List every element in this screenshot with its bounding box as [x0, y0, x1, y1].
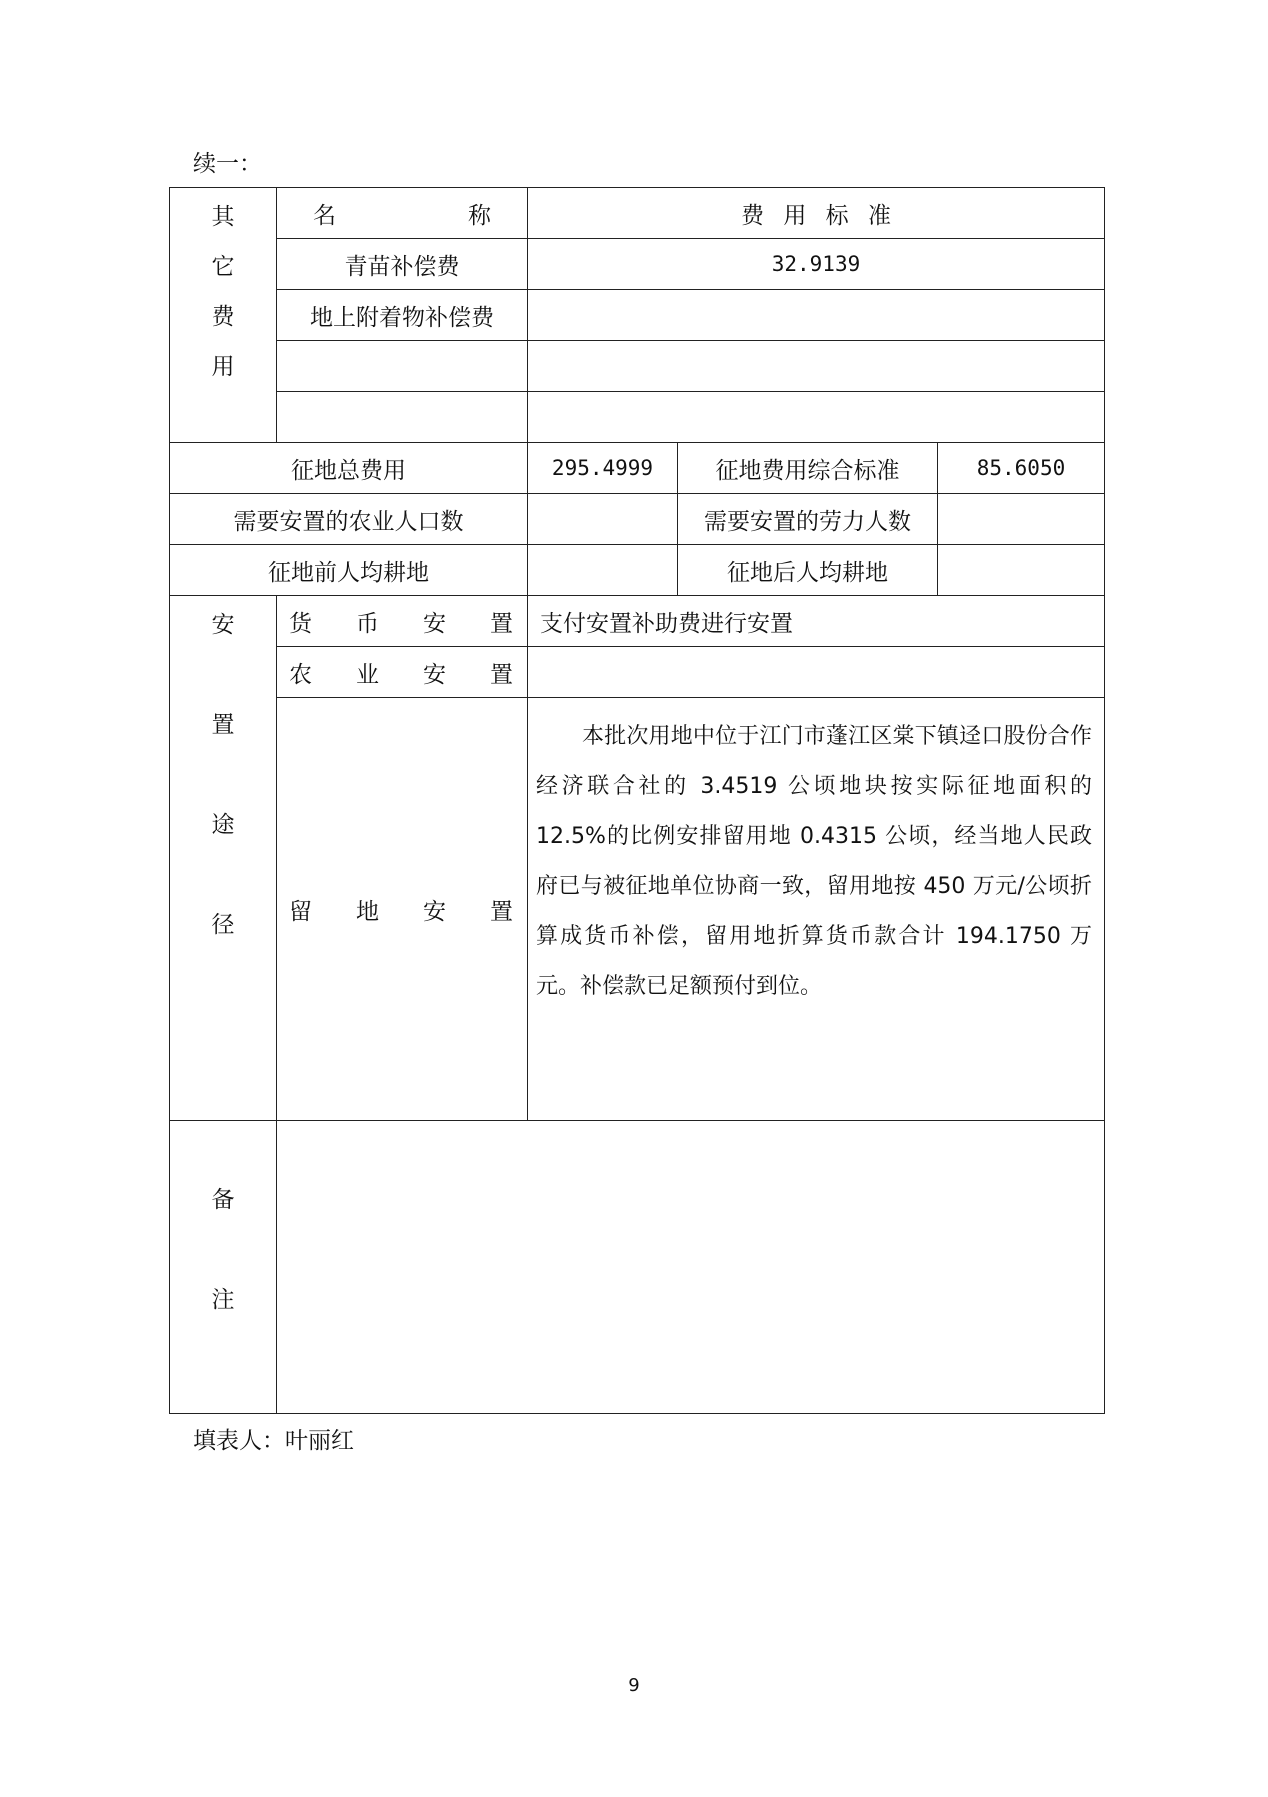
label-char: 安	[423, 610, 446, 637]
form-filler: 填表人：叶丽红	[193, 1428, 354, 1454]
label-char: 安	[423, 661, 446, 688]
ag-population-value	[528, 494, 677, 544]
farmland-after-value	[938, 545, 1104, 595]
ag-population-label: 需要安置的农业人口数	[233, 508, 464, 535]
reserved-land-resettlement-label	[277, 698, 527, 1120]
label-char: 径	[211, 912, 235, 938]
header-name-char: 名	[313, 202, 336, 229]
fee-row-name	[277, 392, 527, 442]
farmland-before-label: 征地前人均耕地	[268, 559, 429, 586]
header-name	[277, 188, 527, 238]
label-char: 安	[423, 898, 446, 925]
monetary-resettlement-label	[277, 596, 527, 646]
fee-standard-value: 85.6050	[976, 456, 1066, 480]
label-char: 安	[211, 612, 235, 638]
label-char: 货	[289, 610, 312, 637]
agricultural-resettlement-value	[528, 647, 1104, 697]
fee-row-value	[528, 341, 1104, 391]
label-char: 币	[356, 610, 379, 637]
fee-standard-label: 征地费用综合标准	[715, 457, 900, 484]
label-char: 置	[211, 712, 235, 738]
label-char: 途	[211, 812, 235, 838]
fee-row-value	[528, 392, 1104, 442]
label-char: 注	[211, 1287, 235, 1313]
fee-row-value: 32.9139	[771, 252, 861, 276]
reserved-land-description: 本批次用地中位于江门市蓬江区棠下镇迳口股份合作经济联合社的 3.4519 公顷地块按实际征地面积的 12.5%的比例安排留用地 0.4315 公顷，经当地人民政府已与被征地单位协商一致，留用地按 450 万元/公顷折算成货币补偿，留用地折算货币款合计 194.1750 万元。补偿款已足额预付到位。	[536, 724, 1092, 999]
farmland-after-label: 征地后人均耕地	[727, 559, 888, 586]
monetary-resettlement-value: 支付安置补助费进行安置	[540, 610, 793, 637]
agricultural-resettlement-label	[277, 647, 527, 697]
farmland-before-value	[528, 545, 677, 595]
label-char: 费	[211, 304, 235, 330]
fee-row-name	[277, 341, 527, 391]
fee-row-name: 青苗补偿费	[344, 253, 460, 280]
header-fee-standard: 费 用 标 准	[741, 202, 891, 229]
other-fees-section-label	[170, 188, 276, 442]
label-char: 其	[211, 204, 235, 230]
label-char: 它	[211, 254, 235, 280]
total-fee-value: 295.4999	[551, 456, 654, 480]
fee-row-name: 地上附着物补偿费	[310, 304, 494, 331]
resettlement-section-label	[170, 596, 276, 1120]
page-number: 9	[628, 1675, 640, 1696]
label-char: 置	[490, 661, 513, 688]
total-fee-label: 征地总费用	[291, 457, 406, 484]
header-name-char: 称	[468, 202, 491, 229]
fee-row-value	[528, 290, 1104, 340]
label-char: 业	[356, 661, 379, 688]
label-char: 地	[356, 898, 379, 925]
labor-count-value	[938, 494, 1104, 544]
label-char: 置	[490, 898, 513, 925]
remarks-value	[277, 1121, 1104, 1413]
label-char: 置	[490, 610, 513, 637]
labor-count-label: 需要安置的劳力人数	[704, 508, 911, 535]
label-char: 农	[289, 661, 312, 688]
remarks-label	[170, 1121, 276, 1413]
caption-continued: 续一：	[193, 151, 262, 177]
label-char: 备	[211, 1187, 235, 1213]
label-char: 留	[289, 898, 312, 925]
label-char: 用	[211, 354, 235, 380]
